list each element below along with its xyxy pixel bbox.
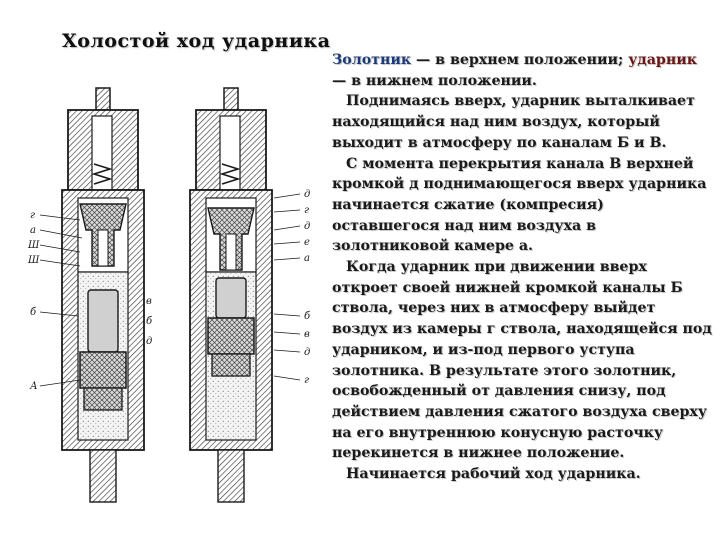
left-label: б xyxy=(30,307,37,318)
description-line: перекинется в нижнее положение. xyxy=(332,445,625,462)
description-line xyxy=(332,50,704,71)
right-label: в xyxy=(304,329,310,340)
right-labels xyxy=(304,189,311,386)
left-label: г xyxy=(30,210,36,221)
keyword-valve: Золотник xyxy=(332,52,412,68)
description-line: освобожденный от давления снизу, под xyxy=(332,383,666,400)
description-line: оставшегося над ним воздуха в xyxy=(332,217,596,234)
right-label: а xyxy=(304,253,310,264)
right-label: б xyxy=(304,311,311,322)
left-top-bolt xyxy=(96,88,110,110)
left-chisel-shank xyxy=(90,450,116,502)
right-label: г xyxy=(304,205,310,216)
left-label: Ш xyxy=(28,240,40,251)
left-label: а xyxy=(30,225,36,236)
description-line: на его внутреннюю конусную расточку xyxy=(332,424,663,441)
hammer-mechanism-drawing xyxy=(22,80,327,530)
right-top-bolt xyxy=(224,88,238,110)
description-text xyxy=(332,50,712,485)
description-line: ствола, через них в атмосферу выйдет xyxy=(332,300,656,317)
description-fragment: — в верхнем положении; xyxy=(411,52,629,68)
right-label: д xyxy=(304,189,311,200)
left-inner-label: в xyxy=(146,296,152,307)
right-label: е xyxy=(304,237,310,248)
keyword-hammer: ударник xyxy=(628,52,697,68)
right-chisel-shank xyxy=(218,450,244,502)
description-line: Когда ударник при движении вверх xyxy=(346,259,647,276)
description-line: откроет своей нижней кромкой каналы Б xyxy=(332,279,683,296)
left-label: А xyxy=(30,381,38,392)
description-line: начинается сжатие (компресия) xyxy=(332,196,604,213)
description-line: действием давления сжатого воздуха сверху xyxy=(332,403,707,420)
right-assembly xyxy=(190,88,300,502)
right-label: г xyxy=(304,375,310,386)
left-inner-label: б xyxy=(146,316,153,327)
slide-title: Холостой ход ударника xyxy=(62,30,331,52)
left-assembly xyxy=(40,88,144,502)
description-line: находящийся над ним воздух, который xyxy=(332,114,660,131)
description-line: ударником, и из-под первого уступа xyxy=(332,341,635,358)
description-line: золотниковой камере а. xyxy=(332,238,533,255)
description-line: золотника. В результате этого золотник, xyxy=(332,362,677,379)
right-label: д xyxy=(304,221,311,232)
description-line: Начинается рабочий ход ударника. xyxy=(346,466,641,483)
description-line: — в нижнем положении. xyxy=(332,72,537,89)
description-line: кромкой д поднимающегося вверх ударника xyxy=(332,176,707,193)
description-line: С момента перекрытия канала В верхней xyxy=(346,155,694,172)
left-inner-label: д xyxy=(146,336,153,347)
description-line: воздух из камеры г ствола, находящейся под xyxy=(332,321,712,338)
left-label: Ш xyxy=(28,255,40,266)
right-label: д xyxy=(304,347,311,358)
description-line: выходит в атмосферу по каналам Б и В. xyxy=(332,134,667,151)
description-line: Поднимаясь вверх, ударник выталкивает xyxy=(346,93,695,110)
